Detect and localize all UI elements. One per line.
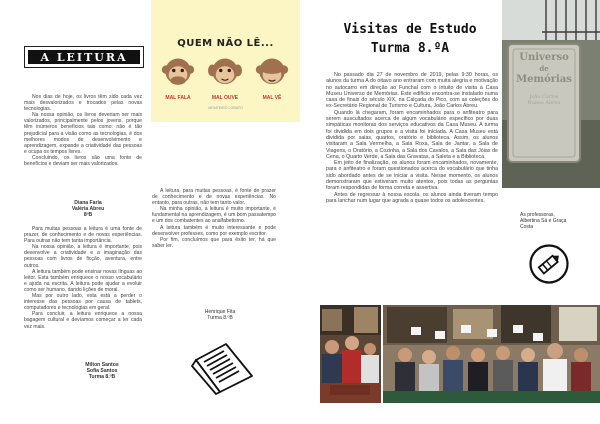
visit-paragraph: Quando lá chegaram, foram encaminhados para o anfiteatro para serem auscultados acerca de algum vocabulário específico por duas simpáticas monitoras dos serviços educativos da Casa Museu. A turma foi dividida em dois grupos e a visita foi iniciada. A Casa Museu está dividida por salas, quartos, oratório e biblioteca. Assim, os alunos visitaram a Sala Vermelha, a Sala Roxa, Sala de Jantar, a Sala de Viagens, o Oratório, a Cozinha, a Sala dos Cavalos, a Sala das Jóias de Cena, o Quarto Verde, a Sala das Gravatas, a Saleta e a Biblioteca. — [326, 109, 498, 160]
author-line: Milton Santos — [85, 362, 119, 368]
author-line: Diana Faria — [74, 200, 102, 206]
students-photo-2 — [383, 305, 600, 403]
article-2-paragraph: Para muitas pessoas a leitura é uma fonte de prazer, de conhecimento e de novas experiências. Para outras não tem tanta importância. — [24, 226, 142, 245]
caption-line: Albertina Sá e Graça — [520, 218, 567, 225]
museum-sign-photo — [502, 0, 600, 188]
article-1-paragraph: Na nossa opinião, os livros deveriam ser mais valorizados, principalmente pelos jovens, porque têm inúmeros benefícios tais como: não é tão prejudicial para a visão como as tecnologias, é dos melhores modos de desenvolvimento e aprendizagem, expande a criatividade das pessoas e ocupa os tempos livres. — [24, 112, 142, 155]
article-1-authors — [60, 200, 116, 218]
article-2-authors — [74, 362, 130, 380]
quote-card-title: QUEM NÃO LÊ... — [177, 38, 274, 49]
article-1-paragraph: Nos dias de hoje, os livros têm sido cada vez mais desvalorizados e trocados pelas novas tecnologias. — [24, 94, 142, 113]
article-2-paragraph: Na nossa opinião, a leitura é importante, pois desenvolve a criatividade e a imaginação das pessoas com livros de ficção, aventura, entre outros. — [24, 244, 142, 269]
article-2-paragraph: Mas por outro lado, esta está a perder o interesse das pessoas por causa de tablets, computadores e tecnologias em geral. — [24, 293, 142, 312]
caption-line: As professoras, — [520, 212, 555, 218]
sign-line: Universo — [519, 52, 569, 63]
section-title: A LEITURA — [28, 50, 140, 64]
pencil-circle-icon — [528, 243, 570, 285]
monkey-hear-no-evil-icon — [208, 56, 242, 90]
quote-author: MONTEIRO LOBATO — [208, 106, 243, 110]
visit-title-line: Visitas de Estudo — [343, 22, 477, 37]
monkey-see-no-evil-icon — [255, 56, 289, 90]
visit-paragraph: Antes de regressar à nossa escola, os alunos ainda tiveram tempo para lanchar num lugar que agrada a quase todos os adolescentes. — [326, 191, 498, 204]
author-line: Valéria Abreu — [71, 206, 105, 213]
visit-paragraph: No passado dia 27 de novembro de 2019, pelas 9:30 horas, os alunos da turma A do oitavo ano entraram com muita alegria e motivação no autocarro em direção ao Funchal com o intuito de visita a Casa Museu Universo de Memórias. Este edifício encontra-se instalado numa casa de finais do século XIX, na Calçada do Pico, com as coleções do ex-Secretário Regional de Turismo e Cultura, João Carlos Abreu. — [326, 72, 498, 110]
article-3-paragraph: Na minha opinião, a leitura é muito importante, é fundamental na aprendizagem, é um bom passatempo e um dos combatentes ao analfabetismo. — [152, 206, 276, 225]
quote-card — [151, 0, 300, 122]
sign-line: Memórias — [516, 74, 572, 85]
article-2-paragraph: Para concluir, a leitura enriquece a nossa bagagem cultural e devíamos começar a ler cada vez mais. — [24, 311, 142, 330]
quote-label: MAL VÊ — [262, 95, 282, 101]
sign-small-line: Nunes Abreu — [527, 100, 561, 106]
caption-line: Costa — [520, 224, 534, 231]
newspaper-icon — [190, 340, 260, 396]
students-photo-1-illustration — [320, 305, 381, 403]
visit-article-body — [326, 72, 498, 204]
author-line: Henrique Fita — [204, 309, 236, 315]
author-line: 8ºB — [83, 212, 93, 219]
students-photo-1 — [320, 305, 381, 403]
article-3-body — [152, 188, 276, 249]
students-photo-2-illustration — [383, 305, 600, 403]
sign-small-line: João Carlos — [529, 94, 559, 100]
article-1-body — [24, 94, 142, 167]
article-2-body — [24, 226, 142, 330]
visit-paragraph: Em jeito de finalização, os alunos foram encaminhados, novamente, para o anfiteatro e foram questionados acerca do vocabulário que tinha sido abordado antes de se iniciar a visita. Nesse momento, os alunos demonstraram que estiveram muito atentos, pois todas as perguntas foram respondidas de forma correta e assertiva. — [326, 160, 498, 192]
teachers-caption — [520, 212, 592, 231]
article-3-authors — [190, 309, 250, 321]
article-2-paragraph: A leitura também pode ensinar novas línguas ao leitor. Esta também enriquece o nosso vocabulário e ajuda na escrita. A leitura pode ajudar a evoluir como ser humano, dando lições de moral. — [24, 268, 142, 293]
author-line: Turma 8.ºB — [207, 315, 233, 322]
sign-line: de — [539, 64, 549, 73]
section-title-box — [24, 46, 144, 68]
quote-label: MAL OUVE — [211, 95, 239, 101]
museum-sign-text — [508, 52, 580, 85]
visit-title — [320, 20, 500, 58]
article-3-paragraph: Por fim, concluímos que para êxito ter, há que saber ler. — [152, 236, 276, 249]
quote-label: MAL FALA — [165, 95, 191, 101]
monkey-speak-no-evil-icon — [161, 56, 195, 90]
article-1-paragraph: Concluindo, os livros são uma fonte de benefícios e deviam ser mais valorizados. — [24, 154, 142, 168]
article-3-paragraph: A leitura também é muito interessante e pode desenvolver professes, como por exemplo escritor. — [152, 224, 276, 237]
author-line: Sofia Santos — [86, 368, 118, 375]
museum-sign-subtext — [508, 94, 580, 106]
visit-title-line: Turma 8.ºA — [370, 41, 450, 56]
author-line: Turma 8.ºB — [88, 374, 116, 381]
article-3-paragraph: A leitura, para muitas pessoas, é fonte de prazer de conhecimento e de novas experiências. No entanto, para outras, não tem tanto valor. — [152, 188, 276, 207]
